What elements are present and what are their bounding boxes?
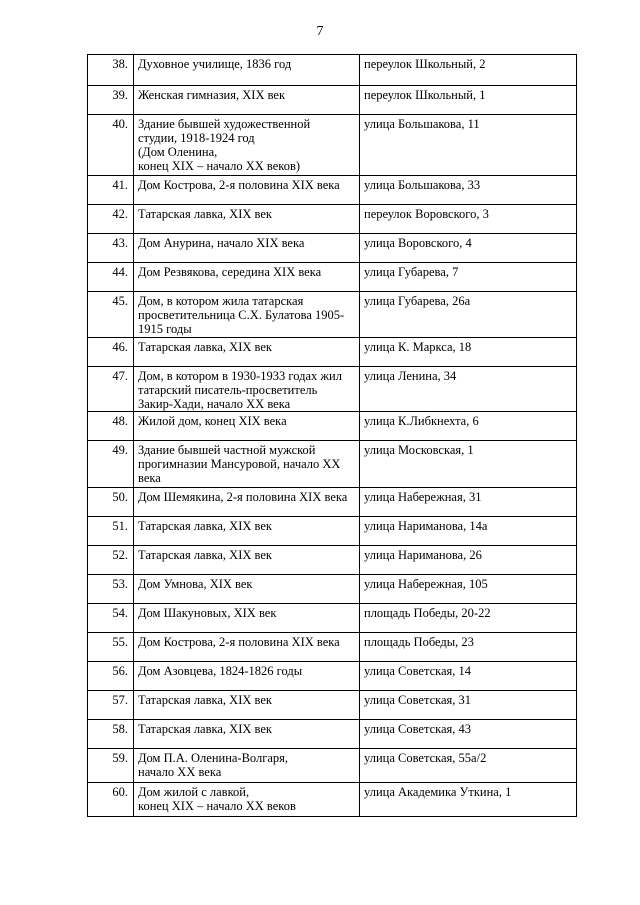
table-row [88, 263, 577, 292]
object-address: улица Набережная, 105 [360, 575, 577, 604]
table-row [88, 720, 577, 749]
object-name: Татарская лавка, XIX век [134, 517, 360, 546]
row-number: 44. [88, 263, 134, 292]
table-row [88, 633, 577, 662]
table-row [88, 115, 577, 176]
table-row [88, 691, 577, 720]
object-name: Дом Шемякина, 2-я половина XIX века [134, 488, 360, 517]
row-number: 41. [88, 176, 134, 205]
object-address: улица Губарева, 7 [360, 263, 577, 292]
object-address: улица К. Маркса, 18 [360, 338, 577, 367]
table-row [88, 783, 577, 817]
object-address: площадь Победы, 20-22 [360, 604, 577, 633]
table-row [88, 546, 577, 575]
object-address: улица Академика Уткина, 1 [360, 783, 577, 817]
row-number: 48. [88, 412, 134, 441]
table-row [88, 604, 577, 633]
row-number: 38. [88, 55, 134, 86]
table-row [88, 662, 577, 691]
object-name: Дом жилой с лавкой, конец XIX – начало XX веков [134, 783, 360, 817]
object-address: переулок Воровского, 3 [360, 205, 577, 234]
row-number: 53. [88, 575, 134, 604]
table-row [88, 292, 577, 338]
object-name: Дом, в котором жила татарская просветительница С.Х. Булатова 1905- 1915 годы [134, 292, 360, 338]
row-number: 42. [88, 205, 134, 234]
page-number: 7 [316, 24, 324, 39]
table-row [88, 86, 577, 115]
row-number: 43. [88, 234, 134, 263]
object-address: улица Воровского, 4 [360, 234, 577, 263]
object-name: Здание бывшей художественной студии, 1918-1924 год (Дом Оленина, конец XIX – начало XX веков) [134, 115, 360, 176]
object-address: улица К.Либкнехта, 6 [360, 412, 577, 441]
table-row [88, 749, 577, 783]
object-address: улица Советская, 31 [360, 691, 577, 720]
row-number: 49. [88, 441, 134, 488]
object-name: Татарская лавка, XIX век [134, 546, 360, 575]
table-row [88, 55, 577, 86]
row-number: 58. [88, 720, 134, 749]
object-address: улица Большакова, 11 [360, 115, 577, 176]
heritage-objects-table [87, 54, 577, 817]
object-name: Татарская лавка, XIX век [134, 720, 360, 749]
object-name: Дом Анурина, начало XIX века [134, 234, 360, 263]
table-row [88, 575, 577, 604]
object-address: улица Советская, 55а/2 [360, 749, 577, 783]
table-row [88, 338, 577, 367]
object-name: Дом Кострова, 2-я половина XIX века [134, 176, 360, 205]
object-name: Татарская лавка, XIX век [134, 691, 360, 720]
table-row [88, 205, 577, 234]
row-number: 54. [88, 604, 134, 633]
object-name: Духовное училище, 1836 год [134, 55, 360, 86]
table-row [88, 488, 577, 517]
object-address: улица Советская, 14 [360, 662, 577, 691]
object-address: улица Нариманова, 14а [360, 517, 577, 546]
object-name: Здание бывшей частной мужской прогимназии Мансуровой, начало XX века [134, 441, 360, 488]
object-address: переулок Школьный, 2 [360, 55, 577, 86]
object-address: улица Советская, 43 [360, 720, 577, 749]
object-name: Татарская лавка, XIX век [134, 205, 360, 234]
object-name: Дом Кострова, 2-я половина XIX века [134, 633, 360, 662]
table-row [88, 367, 577, 412]
row-number: 46. [88, 338, 134, 367]
row-number: 47. [88, 367, 134, 412]
table-row [88, 234, 577, 263]
object-name: Дом П.А. Оленина-Волгаря, начало XX века [134, 749, 360, 783]
table-row [88, 441, 577, 488]
object-name: Дом, в котором в 1930-1933 годах жил татарский писатель-просветитель Закир-Хади, начало XX века [134, 367, 360, 412]
row-number: 52. [88, 546, 134, 575]
object-address: улица Губарева, 26а [360, 292, 577, 338]
row-number: 45. [88, 292, 134, 338]
object-name: Женская гимназия, XIX век [134, 86, 360, 115]
table-row [88, 412, 577, 441]
row-number: 40. [88, 115, 134, 176]
row-number: 51. [88, 517, 134, 546]
row-number: 60. [88, 783, 134, 817]
object-name: Татарская лавка, XIX век [134, 338, 360, 367]
object-address: переулок Школьный, 1 [360, 86, 577, 115]
object-name: Дом Азовцева, 1824-1826 годы [134, 662, 360, 691]
object-address: улица Набережная, 31 [360, 488, 577, 517]
table-row [88, 517, 577, 546]
object-name: Жилой дом, конец XIX века [134, 412, 360, 441]
object-name: Дом Умнова, XIX век [134, 575, 360, 604]
row-number: 55. [88, 633, 134, 662]
object-address: улица Большакова, 33 [360, 176, 577, 205]
table-body [88, 55, 577, 817]
row-number: 56. [88, 662, 134, 691]
row-number: 39. [88, 86, 134, 115]
row-number: 50. [88, 488, 134, 517]
object-address: улица Нариманова, 26 [360, 546, 577, 575]
row-number: 57. [88, 691, 134, 720]
object-name: Дом Резвякова, середина XIX века [134, 263, 360, 292]
object-name: Дом Шакуновых, XIX век [134, 604, 360, 633]
object-address: улица Ленина, 34 [360, 367, 577, 412]
object-address: площадь Победы, 23 [360, 633, 577, 662]
table-row [88, 176, 577, 205]
row-number: 59. [88, 749, 134, 783]
object-address: улица Московская, 1 [360, 441, 577, 488]
